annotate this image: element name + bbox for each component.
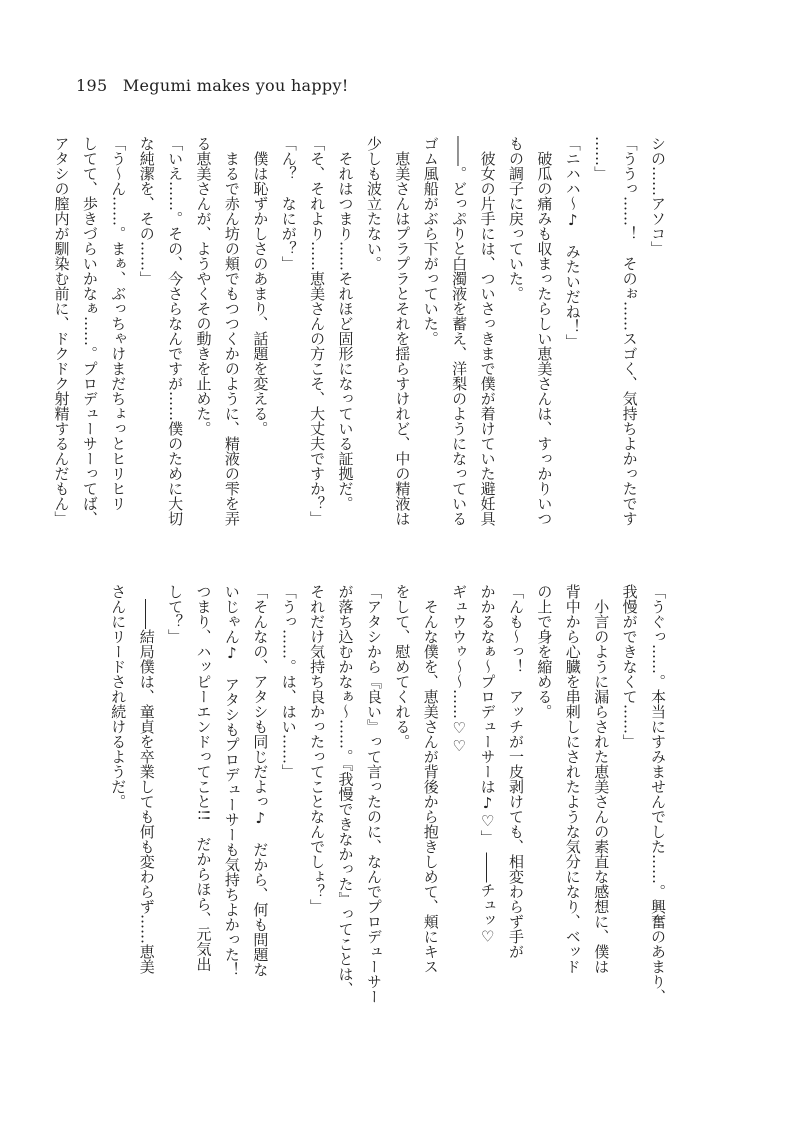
- text-line: 彼女の片手には、ついさっきまで僕が着けていた避妊具: [478, 136, 497, 526]
- text-line: それだけ気持ち良かったってことなんでしょ？」: [308, 584, 327, 914]
- text-line: シの……アソコ」: [649, 136, 667, 256]
- text-line: ゴム風船がぶら下がっていた。: [421, 136, 440, 346]
- text-line: 我慢ができなくて……」: [620, 584, 639, 749]
- text-line: 小言のように漏らされた恵美さんの素直な感想に、僕は: [592, 584, 611, 974]
- text-line: 僕は恥ずかしさのあまり、話題を変える。: [251, 136, 270, 436]
- text-line: さんにリードされ続けるようだ。: [109, 584, 128, 809]
- text-line: 「うっ……。は、はい……」: [279, 584, 298, 779]
- text-line: ギュウウゥ〜〜……♡♡: [450, 584, 469, 755]
- text-line: つまり、ハッピーエンドってこと!! だからほら、元気出: [194, 584, 213, 972]
- text-line: 「んも〜っ！ アッチが一皮剥けても、相変わらず手が: [506, 584, 525, 959]
- text-line: の上で身を縮める。: [535, 584, 554, 719]
- text-line: して？」: [166, 584, 185, 644]
- text-line: をして、慰めてくれる。: [393, 584, 412, 749]
- text-line: ……」: [592, 136, 611, 181]
- text-line: それはつまり……それほど固形になっている証拠だ。: [336, 136, 355, 511]
- text-line: 破瓜の痛みも収まったらしい恵美さんは、すっかりいつ: [535, 136, 554, 526]
- text-line: 「ううっ……！ そのぉ……スゴく、気持ちよかったです: [620, 136, 639, 526]
- text-line: そんな僕を、恵美さんが背後から抱きしめて、頬にキス: [421, 584, 440, 974]
- text-block-bottom: [109, 584, 672, 1014]
- text-line: 少しも波立たない。: [364, 136, 383, 271]
- text-line: 「アタシから『良い』って言ったのに、なんでプロデューサー: [364, 584, 383, 1004]
- text-line: 「ん？ なにが？」: [279, 136, 298, 271]
- text-line: 「うぐっ……。本当にすみませんでした……。興奮のあまり、: [649, 584, 667, 1004]
- text-line: る恵美さんが、ようやくその動きを止めた。: [194, 136, 213, 436]
- text-line: もの調子に戻っていた。: [506, 136, 525, 301]
- page-number: 195: [76, 76, 108, 95]
- text-line: 背中から心臓を串刺しにされたような気分になり、ベッド: [563, 584, 582, 974]
- text-line: してて、歩きづらいかなぁ……。プロデューサーってば、: [80, 136, 99, 526]
- text-line: な純潔を、その……」: [137, 136, 156, 286]
- running-title: Megumi makes you happy!: [122, 76, 349, 95]
- text-line: いじゃん♪ アタシもプロデューサーも気持ちよかった！: [222, 584, 241, 977]
- text-line: 「そ、それより……恵美さんの方こそ、大丈夫ですか？」: [308, 136, 327, 526]
- text-line: アタシの膣内が馴染む前に、ドクドク射精するんだもん」: [52, 136, 71, 526]
- text-block-top: [52, 136, 672, 558]
- text-line: 「う〜ん……。まぁ、ぶっちゃけまだちょっとヒリヒリ: [109, 136, 128, 511]
- text-line: 「ニハハ〜♪ みたいだね！」: [563, 136, 582, 349]
- text-line: が落ち込むかなぁ〜……。『我慢できなかった』ってことは、: [336, 584, 355, 997]
- text-line: 「そんなの、アタシも同じだよっ♪ だから、何も問題な: [251, 584, 270, 977]
- text-line: ――。どっぷりと白濁液を蓄え、洋梨のようになっている: [450, 136, 469, 526]
- text-line: 「いえ……。その、今さらなんですが……僕のために大切: [166, 136, 185, 526]
- page-header: [76, 76, 349, 95]
- text-line: 恵美さんはプラプラとそれを揺らすけれど、中の精液は: [393, 136, 412, 526]
- text-line: かかるなぁ〜プロデューサーは♪♡」 ――チュッ♡: [478, 584, 497, 946]
- text-line: まるで赤ん坊の頬でもつつくかのように、精液の雫を弄: [222, 136, 241, 526]
- text-line: ――結局僕は、童貞を卒業しても何も変わらず……恵美: [137, 584, 156, 974]
